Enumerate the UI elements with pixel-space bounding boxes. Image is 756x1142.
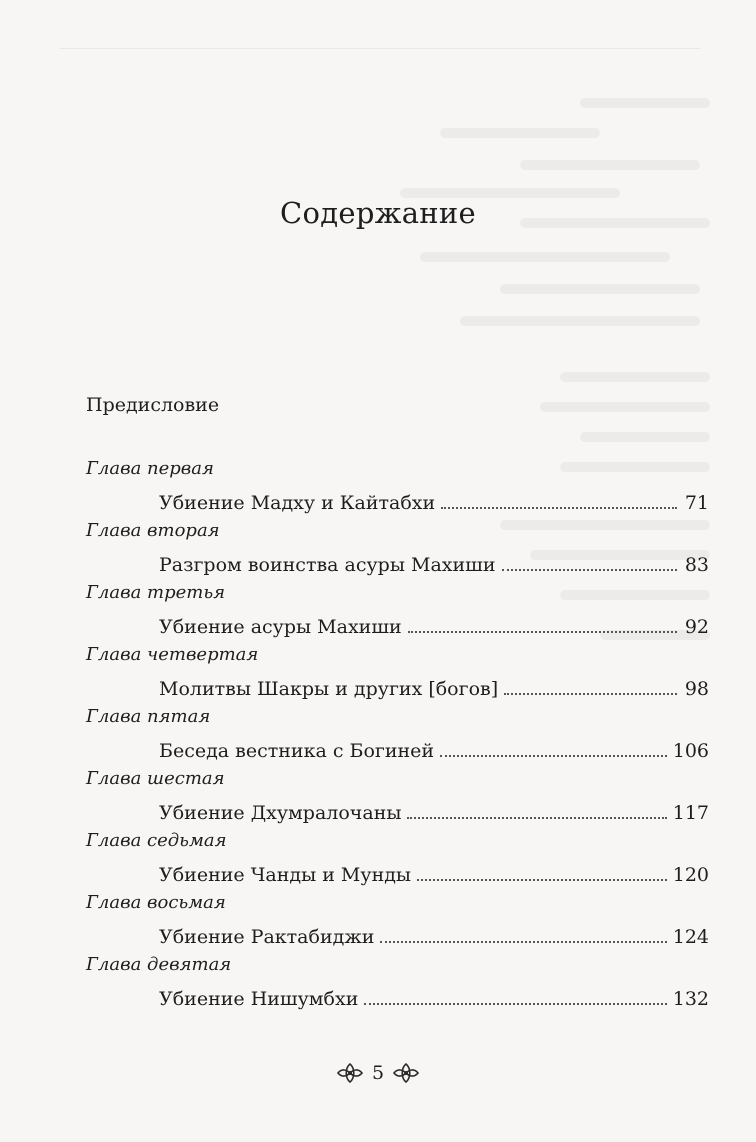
page-number: 5 [371,1062,385,1084]
toc-entry-page: 106 [672,740,709,762]
dot-leader [440,755,667,757]
toc-entry-page: 117 [672,802,709,824]
toc-entry-preface: Предисловие [86,394,220,416]
chapter-label: Глава восьмая [86,892,226,913]
toc-entry [159,548,709,576]
dot-leader [417,879,667,881]
toc-entry [159,486,709,514]
toc-entry-page: 83 [684,554,709,576]
toc-entry [159,982,709,1010]
dot-leader [364,1003,666,1005]
page-footer [0,1062,756,1084]
dot-leader [504,693,677,695]
toc-entry [159,920,709,948]
floral-ornament-icon [336,1062,364,1084]
chapter-label: Глава вторая [86,520,220,541]
dot-leader [408,631,677,633]
toc-entry-title: Убиение Чанды и Мунды [159,864,412,886]
toc-entry-title: Разгром воинства асуры Махиши [159,554,496,576]
page-title: Содержание [279,196,477,230]
toc-entry [159,610,709,638]
chapter-label: Глава первая [86,458,214,479]
toc-entry-page: 92 [684,616,709,638]
floral-ornament-icon [392,1062,420,1084]
toc-entry-page: 71 [684,492,709,514]
chapter-label: Глава седьмая [86,830,227,851]
chapter-label: Глава третья [86,582,226,603]
toc-entry-title: Беседа вестника с Богиней [159,740,435,762]
toc-entry [159,796,709,824]
toc-entry-page: 120 [672,864,709,886]
chapter-label: Глава шестая [86,768,225,789]
dot-leader [407,817,666,819]
chapter-label: Глава девятая [86,954,232,975]
toc-entry-page: 132 [672,988,709,1010]
dot-leader [380,941,666,943]
dot-leader [502,569,678,571]
toc-entry-title: Молитвы Шакры и других [богов] [159,678,499,700]
toc-entry-title: Убиение Дхумралочаны [159,802,402,824]
chapter-label: Глава четвертая [86,644,259,665]
toc-entry-title: Убиение Мадху и Кайтабхи [159,492,436,514]
toc-entry [159,734,709,762]
toc-entry [159,672,709,700]
dot-leader [441,507,677,509]
toc-entry-title: Убиение асуры Махиши [159,616,402,638]
toc-entry-title: Убиение Рактабиджи [159,926,375,948]
toc-entry [159,858,709,886]
toc-entry-title: Убиение Нишумбхи [159,988,359,1010]
chapter-label: Глава пятая [86,706,211,727]
toc-entry-page: 124 [672,926,709,948]
toc-entry-page: 98 [684,678,709,700]
